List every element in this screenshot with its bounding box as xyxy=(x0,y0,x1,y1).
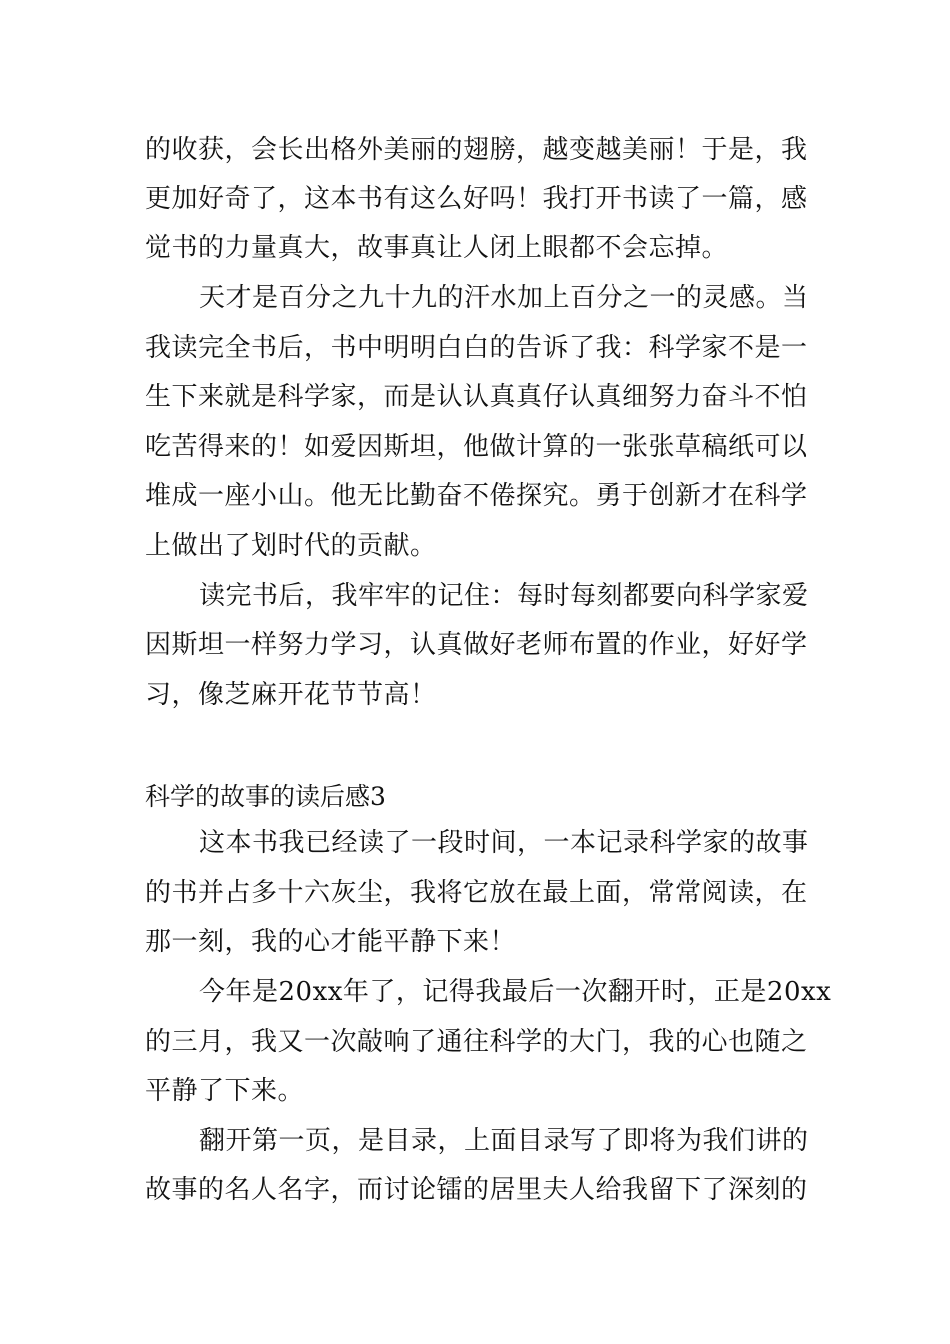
text-line: 的收获，会长出格外美丽的翅膀，越变越美丽！于是，我 xyxy=(145,135,808,165)
text-line: 觉书的力量真大，故事真让人闭上眼都不会忘掉。 xyxy=(145,233,729,263)
text-line: 的书并占多十六灰尘，我将它放在最上面，常常阅读，在 xyxy=(145,878,808,908)
text-line: 读完书后，我牢牢的记住：每时每刻都要向科学家爱 xyxy=(199,581,809,611)
text-line: 平静了下来。 xyxy=(145,1076,305,1106)
text-line: 那一刻，我的心才能平静下来！ xyxy=(145,927,517,957)
text-line: 习，像芝麻开花节节高！ xyxy=(145,680,437,710)
text-line: 天才是百分之九十九的汗水加上百分之一的灵感。当 xyxy=(199,283,809,313)
text-line: 堆成一座小山。他无比勤奋不倦探究。勇于创新才在科学 xyxy=(145,481,808,511)
text-line: 更加好奇了，这本书有这么好吗！我打开书读了一篇，感 xyxy=(145,184,808,214)
section-title: 科学的故事的读后感3 xyxy=(145,782,386,811)
text-line: 生下来就是科学家，而是认认真真仔认真细努力奋斗不怕 xyxy=(145,382,808,412)
text-line: 翻开第一页，是目录，上面目录写了即将为我们讲的 xyxy=(199,1126,809,1156)
text-line: 今年是20xx年了，记得我最后一次翻开时，正是20xx xyxy=(199,977,832,1007)
text-line: 这本书我已经读了一段时间，一本记录科学家的故事 xyxy=(199,828,809,858)
text-line: 我读完全书后，书中明明白白的告诉了我：科学家不是一 xyxy=(145,333,808,363)
text-line: 吃苦得来的！如爱因斯坦，他做计算的一张张草稿纸可以 xyxy=(145,432,808,462)
text-line: 因斯坦一样努力学习，认真做好老师布置的作业，好好学 xyxy=(145,630,808,660)
text-line: 故事的名人名字，而讨论镭的居里夫人给我留下了深刻的 xyxy=(145,1175,808,1205)
text-line: 上做出了划时代的贡献。 xyxy=(145,531,437,561)
text-line: 的三月，我又一次敲响了通往科学的大门，我的心也随之 xyxy=(145,1027,808,1057)
